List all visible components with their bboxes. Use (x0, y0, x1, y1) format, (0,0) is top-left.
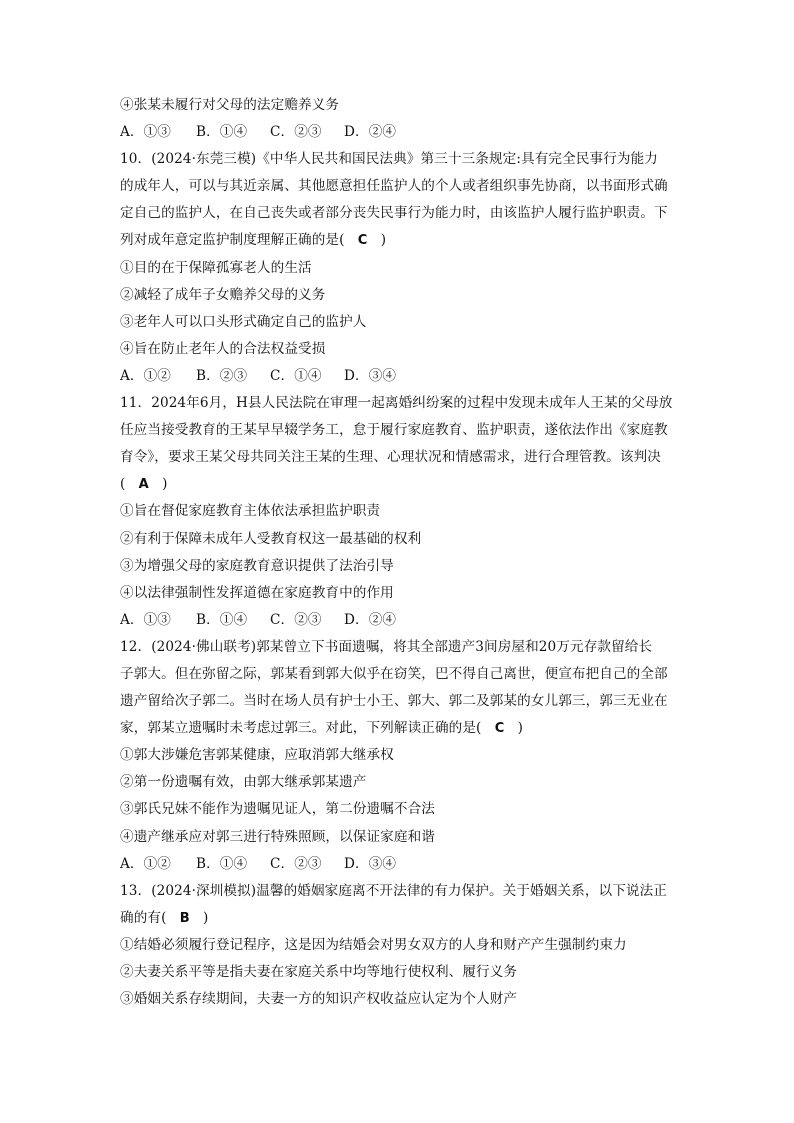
q10-stem-suffix: ) (380, 232, 387, 249)
q13-answer: B (179, 910, 190, 926)
q13-item-2: ②夫妻关系平等是指夫妻在家庭关系中均等地行使权利、履行义务 (120, 964, 518, 980)
q12-stem-line-2: 子郭大。但在弥留之际，郭某看到郭大似乎在窃笑，巴不得自己离世，便宣布把自己的全部 (120, 665, 668, 682)
q12-option-c: C．②③ (270, 855, 322, 872)
q11-stem-line-2: 任应当接受教育的王某早早辍学务工，怠于履行家庭教育、监护职责，遂依法作出《家庭教 (120, 422, 668, 439)
q13-stem-prefix: 确的有( (120, 909, 167, 926)
q10-stem-prefix: 列对成年意定监护制度理解正确的是( (120, 232, 345, 249)
q11-option-b: B．①④ (196, 611, 248, 628)
q11-option-d: D．②④ (344, 611, 397, 628)
q9-option-b: B．①④ (196, 124, 248, 141)
q13-item-3: ③婚姻关系存续期间，夫妻一方的知识产权收益应认定为个人财产 (120, 991, 518, 1008)
q11-item-4: ④以法律强制性发挥道德在家庭教育中的作用 (120, 584, 394, 601)
q9-option-a: A．①③ (120, 124, 171, 141)
q10-option-a: A．①② (120, 367, 171, 384)
q12-stem-line-1: 12．(2024·佛山联考)郭某曾立下书面遗嘱，将其全部遗产3间房屋和20万元存款留给长 (120, 638, 653, 655)
q11-stem-suffix: ) (162, 476, 168, 493)
q10-stem-line-2: 的成年人，可以与其近亲属、其他愿意担任监护人的个人或者组织事先协商，以书面形式确 (120, 178, 668, 195)
q12-stem-prefix: 家，郭某立遗嘱时未考虑过郭三。对此，下列解读正确的是( (120, 720, 482, 737)
q12-item-1: ①郭大涉嫌危害郭某健康，应取消郭大继承权 (120, 747, 394, 764)
q11-answer: A (138, 477, 149, 493)
q13-stem-line-1: 13．(2024·深圳模拟)温馨的婚姻家庭离不开法律的有力保护。关于婚姻关系，以下说法正 (120, 882, 667, 899)
q10-option-c: C．①④ (270, 367, 322, 384)
q11-option-c: C．②③ (270, 611, 322, 628)
q12-stem-line-4 (120, 715, 676, 742)
exam-page (120, 92, 676, 1013)
q10-stem-line-3: 定自己的监护人，在自己丧失或者部分丧失民事行为能力时，由该监护人履行监护职责。下 (120, 205, 668, 222)
q12-option-b: B．①④ (196, 855, 248, 872)
q12-item-2: ②第一份遗嘱有效，由郭大继承郭某遗产 (120, 774, 367, 791)
q12-item-4: ④遗产继承应对郭三进行特殊照顾，以保证家庭和谐 (120, 828, 435, 845)
q10-answer: C (357, 233, 368, 249)
q10-item-4: ④旨在防止老年人的合法权益受损 (120, 340, 326, 357)
q12-option-d: D．③④ (344, 855, 397, 872)
q12-options (120, 851, 676, 878)
q12-stem-line-3: 遗产留给次子郭二。当时在场人员有护士小王、郭大、郭二及郭某的女儿郭三，郭三无业在 (120, 693, 668, 710)
q10-item-3: ③老年人可以口头形式确定自己的监护人 (120, 313, 367, 330)
q12-option-a: A．①② (120, 855, 171, 872)
q9-item-4: ④张某未履行对父母的法定赡养义务 (120, 97, 340, 113)
q11-stem-line-3: 育令》，要求王某父母共同关注王某的生理、心理状况和情感需求，进行合理管教。该判决 (120, 449, 661, 466)
q10-item-1: ①目的在于保障孤寡老人的生活 (120, 259, 312, 276)
q12-stem-suffix: ) (517, 720, 524, 737)
q9-options (120, 119, 676, 146)
q11-options (120, 607, 676, 634)
q12-item-3: ③郭氏兄妹不能作为遗嘱见证人，第二份遗嘱不合法 (120, 801, 435, 818)
q9-option-c: C．②③ (270, 124, 322, 141)
q11-item-1: ①旨在督促家庭教育主体依法承担监护职责 (120, 503, 381, 520)
q10-options (120, 363, 676, 390)
q11-stem-line-4 (120, 471, 676, 498)
q9-option-d: D．②④ (344, 124, 397, 141)
q13-item-1: ①结婚必须履行登记程序，这是因为结婚会对男女双方的人身和财产产生强制约束力 (120, 936, 627, 953)
q11-option-a: A．①③ (120, 611, 171, 628)
q10-stem-line-1: 10．(2024·东莞三模)《中华人民共和国民法典》第三十三条规定:具有完全民事行为能力 (120, 151, 658, 168)
q12-answer: C (494, 721, 505, 737)
q10-stem-line-4 (120, 227, 676, 254)
q10-option-b: B．②③ (196, 367, 248, 384)
q11-item-2: ②有利于保障未成年人受教育权这一最基础的权利 (120, 530, 422, 547)
q13-stem-line-2 (120, 905, 676, 932)
q11-stem-line-1: 11．2024年6月，H县人民法院在审理一起离婚纠纷案的过程中发现未成年人王某的父母放 (120, 395, 673, 412)
q13-stem-suffix: ) (203, 909, 209, 926)
q10-option-d: D．③④ (344, 367, 397, 384)
q11-item-3: ③为增强父母的家庭教育意识提供了法治引导 (120, 557, 394, 574)
q11-stem-prefix: ( (120, 476, 126, 493)
q10-item-2: ②减轻了成年子女赡养父母的义务 (120, 286, 326, 303)
